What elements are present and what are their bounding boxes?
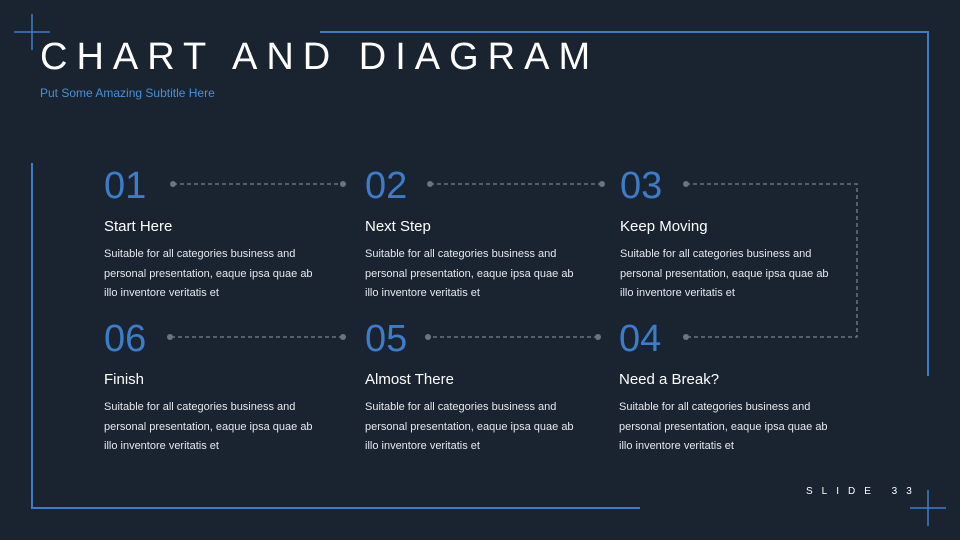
step-label: Keep Moving	[620, 218, 708, 235]
step-03	[620, 166, 850, 304]
step-label: Need a Break?	[619, 371, 720, 388]
page-subtitle: Put Some Amazing Subtitle Here	[40, 86, 215, 100]
step-description: Suitable for all categories business and personal presentation, eaque ipsa quae ab illo inventore veritatis et	[620, 248, 829, 299]
step-label: Finish	[104, 371, 145, 388]
step-04	[619, 319, 849, 457]
step-description: Suitable for all categories business and personal presentation, eaque ipsa quae ab illo inventore veritatis et	[104, 401, 313, 452]
step-description: Suitable for all categories business and personal presentation, eaque ipsa quae ab illo inventore veritatis et	[365, 248, 574, 299]
step-number: 05	[365, 318, 408, 360]
step-number: 06	[104, 318, 147, 360]
connector-dot	[340, 334, 346, 340]
step-number: 03	[620, 165, 663, 207]
connector-dot	[599, 181, 605, 187]
slide-number: SLIDE 33	[806, 486, 921, 497]
step-description: Suitable for all categories business and personal presentation, eaque ipsa quae ab illo inventore veritatis et	[365, 401, 574, 452]
connector-dot	[595, 334, 601, 340]
step-description: Suitable for all categories business and personal presentation, eaque ipsa quae ab illo inventore veritatis et	[619, 401, 828, 452]
page-title: CHART AND DIAGRAM	[40, 36, 600, 78]
step-01	[104, 166, 334, 304]
step-description: Suitable for all categories business and personal presentation, eaque ipsa quae ab illo inventore veritatis et	[104, 248, 313, 299]
step-number: 01	[104, 165, 147, 207]
step-label: Start Here	[104, 218, 173, 235]
step-02	[365, 166, 595, 304]
step-05	[365, 319, 595, 457]
step-label: Next Step	[365, 218, 431, 235]
step-label: Almost There	[365, 371, 454, 388]
step-number: 02	[365, 165, 408, 207]
step-06	[104, 319, 334, 457]
step-number: 04	[619, 318, 662, 360]
connector-dot	[340, 181, 346, 187]
